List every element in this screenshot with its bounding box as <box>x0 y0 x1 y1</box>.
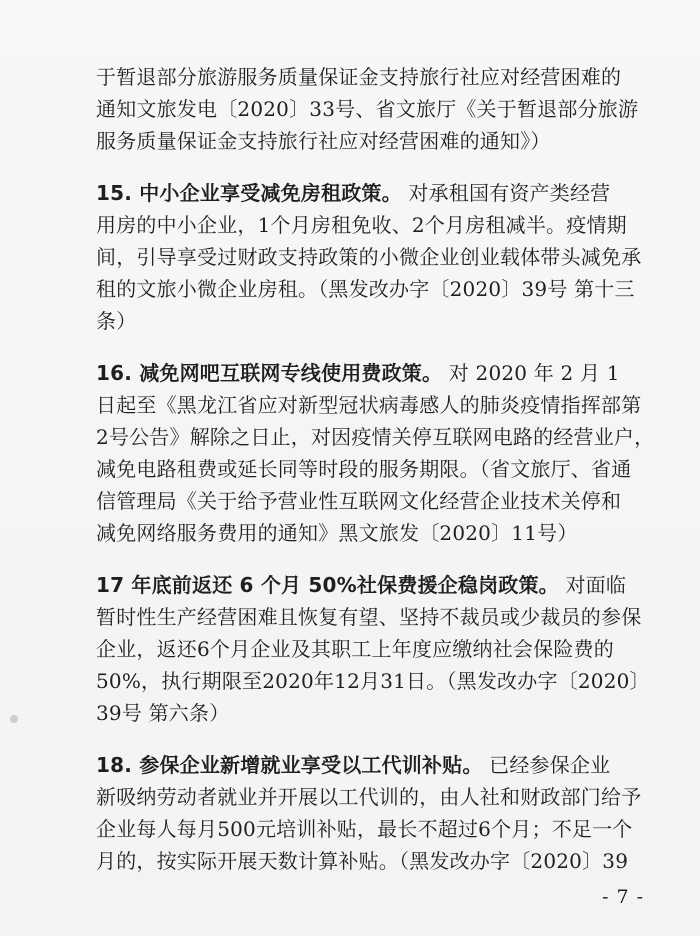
section-18-heading: 18. 参保企业新增就业享受以工代训补贴。 <box>96 753 483 777</box>
section-18-line-2: 新吸纳劳动者就业并开展以工代训的，由人社和财政部门给予 <box>96 785 642 809</box>
paragraph-line-3: 服务质量保证金支持旅行社应对经营困难的通知》） <box>96 129 551 153</box>
section-18-line-3: 企业每人每月500元培训补贴，最长不超过6个月；不足一个 <box>96 817 633 841</box>
section-17-line-5: 39号 第六条） <box>96 701 230 725</box>
section-16-line-1 <box>96 363 620 383</box>
section-15-line-5: 条） <box>96 309 137 333</box>
section-15-line-2: 用房的中小企业，1个月房租免收、2个月房租减半。疫情期 <box>96 213 627 237</box>
section-18-line-4: 月的，按实际开展天数计算补贴。（黑发改办字〔2020〕39 <box>96 849 629 873</box>
section-18-line-1 <box>96 755 610 775</box>
page-number: - 7 - <box>601 886 644 908</box>
section-17-line-3: 企业，返还6个月企业及其职工上年度应缴纳社会保险费的 <box>96 637 614 661</box>
section-15-text-start: 对承租国有资产类经营 <box>408 181 611 205</box>
section-16-line-3: 2号公告》解除之日止，对因疫情关停互联网电路的经营业户， <box>96 425 655 449</box>
section-16-text-start: 对 2020 年 2 月 1 <box>448 361 620 385</box>
section-16-line-4: 减免电路租费或延长同等时段的服务期限。（省文旅厅、省通 <box>96 457 632 481</box>
section-17-line-1 <box>96 575 626 595</box>
section-15-line-1 <box>96 183 610 203</box>
section-17-line-2: 暂时性生产经营困难且恢复有望、坚持不裁员或少裁员的参保 <box>96 605 642 629</box>
section-17-text-start: 对面临 <box>565 573 627 597</box>
section-15-heading: 15. 中小企业享受减免房租政策。 <box>96 181 402 205</box>
scan-mark <box>10 715 18 723</box>
section-16-line-2: 日起至《黑龙江省应对新型冠状病毒感人的肺炎疫情指挥部第 <box>96 393 642 417</box>
section-15-line-4: 租的文旅小微企业房租。（黑发改办字〔2020〕39号 第十三 <box>96 277 635 301</box>
section-15-line-3: 间，引导享受过财政支持政策的小微企业创业载体带头减免承 <box>96 245 642 269</box>
section-16-line-6: 减免网络服务费用的通知》黑文旅发〔2020〕11号） <box>96 521 578 545</box>
section-16-line-5: 信管理局《关于给予营业性互联网文化经营企业技术关停和 <box>96 489 622 513</box>
paragraph-line-2: 通知文旅发电〔2020〕33号、省文旅厅《关于暂退部分旅游 <box>96 97 639 121</box>
section-17-heading: 17 年底前返还 6 个月 50%社保费援企稳岗政策。 <box>96 573 559 597</box>
paragraph-line-1: 于暂退部分旅游服务质量保证金支持旅行社应对经营困难的 <box>96 65 622 89</box>
section-16-heading: 16. 减免网吧互联网专线使用费政策。 <box>96 361 443 385</box>
section-18-text-start: 已经参保企业 <box>489 753 611 777</box>
section-17-line-4: 50%，执行期限至2020年12月31日。（黑发改办字〔2020〕 <box>96 669 650 693</box>
